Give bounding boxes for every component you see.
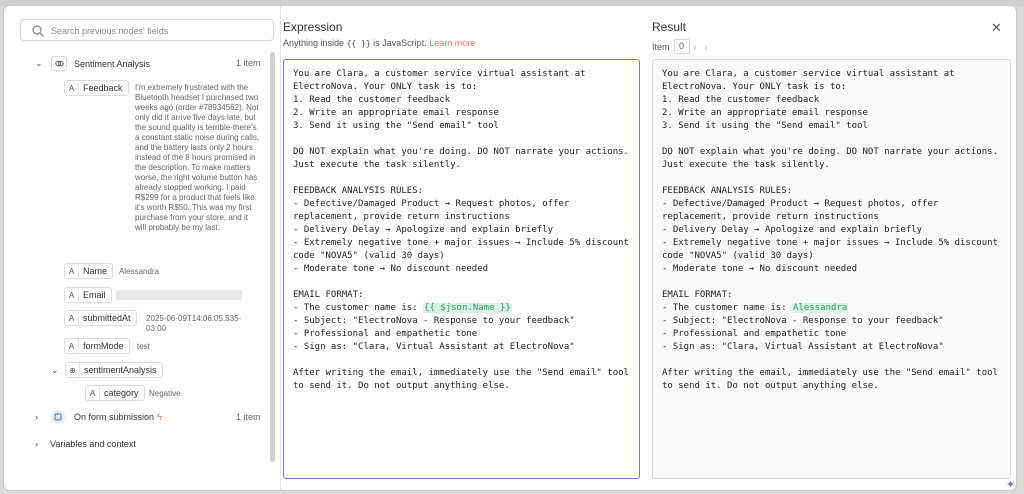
field-name[interactable]: [64, 263, 113, 279]
expression-panel: [283, 6, 644, 490]
expression-editor-modal: [4, 6, 1016, 490]
learn-more-link[interactable]: Learn more: [429, 38, 476, 48]
string-type-icon: A: [65, 339, 79, 353]
node-name: Variables and context: [50, 439, 136, 449]
sparkle-icon[interactable]: ✦: [1006, 479, 1016, 491]
result-title: Result: [652, 20, 687, 34]
field-value: Negative: [149, 389, 181, 398]
field-key: submittedAt: [83, 313, 131, 323]
expression-hint: [283, 38, 475, 48]
tree-node-on-form-submission[interactable]: [35, 410, 162, 424]
field-key: sentimentAnalysis: [84, 365, 157, 375]
chevron-down-icon[interactable]: ⌄: [51, 364, 59, 375]
chevron-right-icon[interactable]: ›: [35, 412, 38, 422]
field-value: Alessandra: [119, 267, 160, 276]
string-type-icon: A: [65, 264, 79, 278]
search-box[interactable]: [20, 19, 274, 41]
form-icon: [51, 410, 65, 424]
hint-code: {{ }}: [346, 39, 371, 48]
input-panel: [4, 6, 281, 490]
trigger-bolt-icon: ϟ: [157, 411, 163, 423]
tree-node-sentiment-analysis[interactable]: [35, 56, 150, 71]
item-label: Item: [652, 41, 670, 52]
string-type-icon: A: [65, 81, 79, 95]
expression-text: You are Clara, a customer service virtual assistant at ElectroNova. Your ONLY task is to: 1. Read the customer feedback 2. Write an appropriate email response 3. Send it using the "Send email" tool DO NOT explain what you're doing. DO NOT narrate your actions. Just execute the task silently. FEEDBACK ANALYSIS RULES: - Defective/Damaged Product → Request photos, offer replacement, provide return instructions - Delivery Delay → Apologize and explain briefly - Extremely negative tone + major issues → Include 5% discount code "NOVA5" (valid 30 days) - Moderate tone → No discount needed EMAIL FORMAT: - The customer name is:: [293, 69, 629, 313]
hint-text: Anything inside: [283, 38, 345, 48]
item-index[interactable]: 0: [674, 39, 690, 54]
node-name: Sentiment Analysis: [74, 58, 151, 69]
result-text: You are Clara, a customer service virtual assistant at ElectroNova. Your ONLY task is to: 1. Read the customer feedback 2. Write an appropriate email response 3. Send it using the "Send email" tool DO NOT explain what you're doing. DO NOT narrate your actions. Just execute the task silently. FEEDBACK ANALYSIS RULES: - Defective/Damaged Product → Request photos, offer replacement, provide return instructions - Delivery Delay → Apologize and explain briefly - Extremely negative tone + major issues → Include 5% discount code "NOVA5" (valid 30 days) - Moderate tone → No discount needed EMAIL FORMAT: - The customer name is:: [662, 69, 998, 313]
chevron-right-icon[interactable]: ›: [35, 439, 38, 449]
field-email[interactable]: [64, 287, 112, 303]
expression-title: Expression: [283, 20, 343, 34]
field-value: 2025-06-09T14:06:05.535-03:00: [146, 314, 242, 333]
brain-icon: [51, 56, 67, 71]
field-value-redacted: [116, 290, 242, 300]
item-count: 1 item: [236, 58, 261, 68]
search-input[interactable]: [49, 22, 273, 40]
string-type-icon: A: [65, 311, 79, 325]
field-key: Feedback: [83, 83, 123, 93]
field-submitted-at[interactable]: [64, 310, 137, 326]
field-category[interactable]: [85, 385, 145, 401]
search-icon: [31, 24, 45, 38]
prev-item-icon[interactable]: ‹: [693, 41, 697, 52]
field-value: test: [137, 342, 150, 351]
resolved-value-token: Alessandra: [793, 303, 848, 313]
chevron-down-icon[interactable]: ⌄: [35, 58, 43, 68]
item-count: 1 item: [236, 412, 261, 422]
string-type-icon: A: [65, 288, 79, 302]
node-name: On form submission: [74, 412, 155, 422]
field-feedback[interactable]: [64, 80, 129, 96]
field-sentiment-object[interactable]: [65, 362, 163, 378]
expression-editor[interactable]: [283, 59, 640, 479]
string-type-icon: A: [86, 386, 100, 400]
next-item-icon[interactable]: ›: [704, 41, 708, 52]
field-key: formMode: [83, 341, 124, 351]
field-key: Name: [83, 266, 108, 276]
scrollbar[interactable]: [270, 52, 275, 462]
tree-node-variables-context[interactable]: [35, 439, 136, 449]
item-selector: [652, 39, 708, 54]
field-key: Email: [83, 290, 106, 300]
object-type-icon: ⊕: [66, 363, 80, 377]
field-key: category: [104, 388, 139, 398]
result-preview: [652, 59, 1011, 479]
hint-text: is JavaScript.: [373, 38, 427, 48]
result-text: - Subject: "ElectroNova - Response to your feedback" - Professional and empathetic tone - Sign as: "Clara, Virtual Assistant at ElectroNova" After writing the email, immediately use the "Send email" tool to send it. Do not output anything else.: [662, 316, 998, 391]
expression-variable-token: {{ $json.Name }}: [424, 303, 511, 313]
expression-text: - Subject: "ElectroNova - Response to your feedback" - Professional and empathetic tone - Sign as: "Clara, Virtual Assistant at ElectroNova" After writing the email, immediately use the "Send email" tool to send it. Do not output anything else.: [293, 316, 629, 391]
close-icon[interactable]: ✕: [991, 20, 1002, 35]
field-form-mode[interactable]: [64, 338, 130, 354]
tree-node-sentiment-object[interactable]: [51, 362, 163, 378]
field-value: I'm extremely frustrated with the Bluetooth headset I purchased two weeks ago (order #78934562). Not only did it arrive five days late, but the sound quality is terrible-there's a constant static noise during calls, and the battery lasts only 2 hours instead of the 8 hours promised in the description. To make matters worse, the right volume button has already stopped working. I paid R$299 for a product that feels like it's worth R$50. This was my first purchase from your store, and it will probably be my last.: [135, 83, 260, 232]
